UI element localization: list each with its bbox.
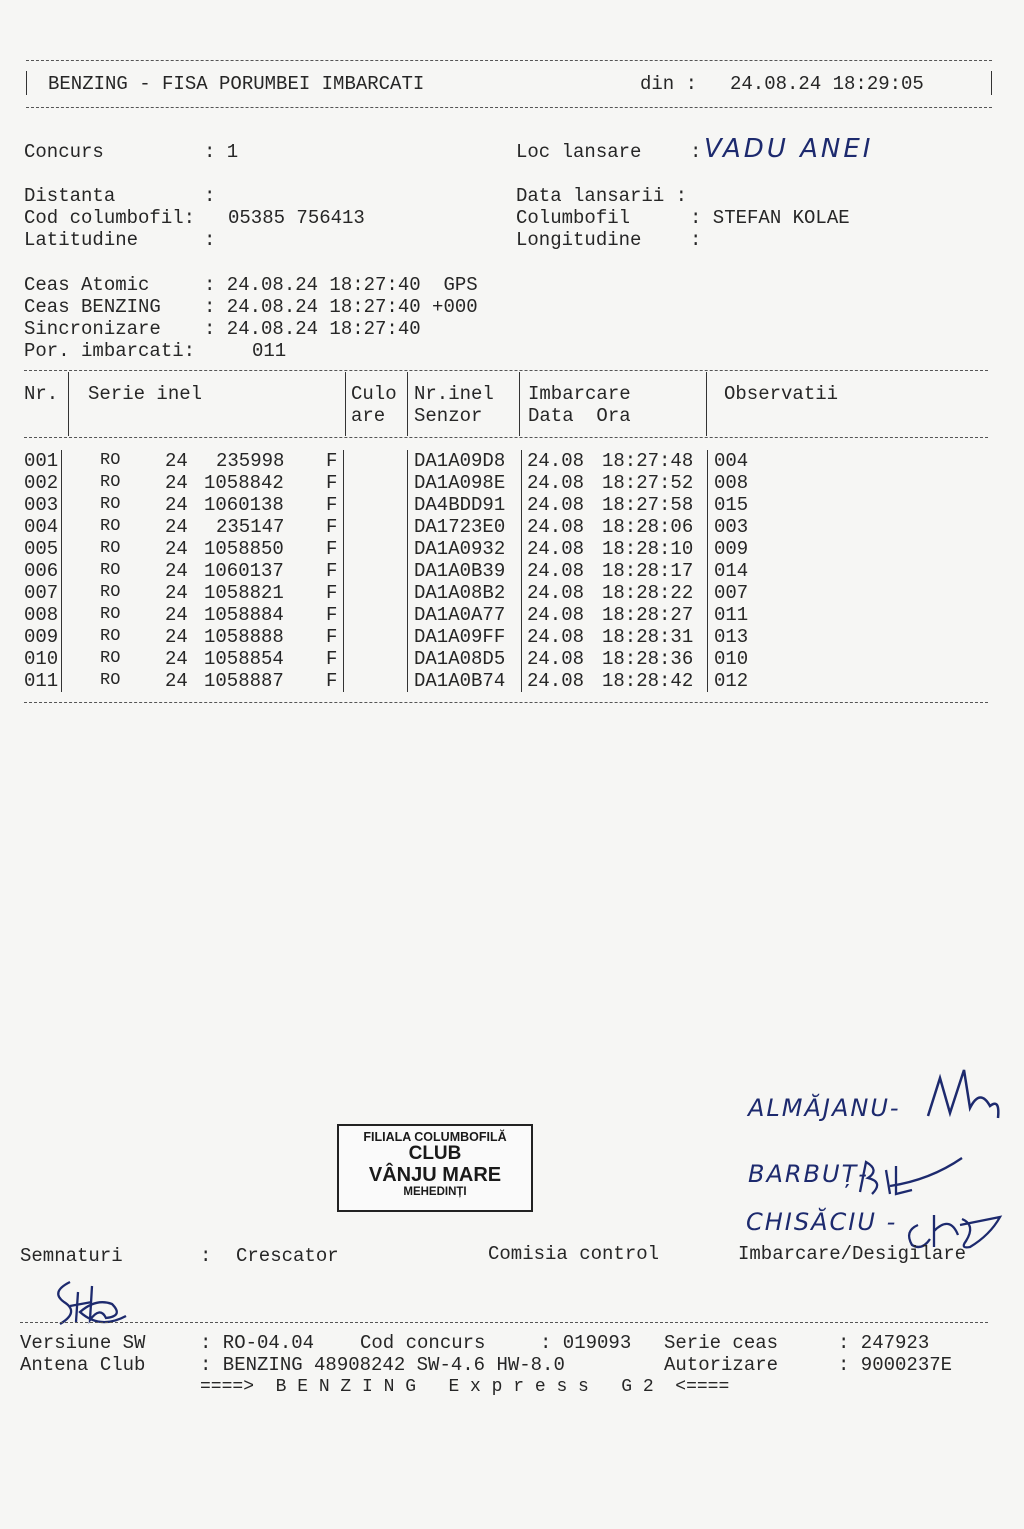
ceas-atomic-value: : 24.08.24 18:27:40 GPS [204,274,478,296]
cod-columbofil-value: 05385 756413 [228,207,365,229]
col-header-imbarcare-1: Imbarcare [528,383,631,405]
latitudine-value: : [204,229,216,251]
print-date: 24.08.24 18:29:05 [730,73,924,95]
stamp-line-3: VÂNJU MARE [368,1164,502,1186]
col-header-nr: Nr. [24,383,59,405]
document-title: BENZING - FISA PORUMBEI IMBARCATI [48,73,425,95]
loc-lansare-colon: : [690,141,702,163]
cod-concurs-label: Cod concurs [360,1332,486,1354]
loc-lansare-label: Loc lansare [516,141,642,163]
stamp-line-1: FILIALA COLUMBOFILĂ [363,1130,507,1144]
ceas-benzing-label: Ceas BENZING [24,296,161,318]
concurs-value: : 1 [204,141,239,163]
concurs-label: Concurs [24,141,104,163]
columbofil-value: : STEFAN KOLAE [690,207,850,229]
longitudine-label: Longitudine [516,229,642,251]
date-label: din : [640,73,698,95]
semnaturi-label: Semnaturi [20,1245,123,1267]
autorizare-label: Autorizare [664,1354,779,1376]
crescator-label: Crescator [236,1245,339,1267]
autorizare-value: : 9000237E [838,1354,953,1376]
versiune-sw-value: : RO-04.04 [200,1332,315,1354]
latitudine-label: Latitudine [24,229,139,251]
signature-scribble-1 [920,1058,1010,1128]
handwritten-name-almajanu: ALMĂJANU- [748,1094,901,1122]
versiune-sw-label: Versiune SW [20,1332,146,1354]
club-stamp [337,1124,533,1212]
sincronizare-value: : 24.08.24 18:27:40 [204,318,421,340]
footer-rule [20,1322,988,1323]
ceas-atomic-label: Ceas Atomic [24,274,150,296]
serie-ceas-label: Serie ceas [664,1332,779,1354]
porumbei-imbarcati-value: 011 [252,340,287,362]
breeder-signature [40,1272,130,1332]
loc-lansare-handwritten: VADU ANEI [704,134,874,164]
ceas-benzing-value: : 24.08.24 18:27:40 +000 [204,296,478,318]
col-header-serie: Serie inel [88,383,203,405]
document-page: BENZING - FISA PORUMBEI IMBARCATI din : 24.08.24 18:29:05 Concurs : 1 Loc lansare : VADU ANEI Distanta : Data lansarii : Cod columbofil: 05385 756413 Columbofil : STEFAN KOLAE Latitudine : Longitudine : Ceas Atomic : 24.08.24 18:27:40 GPS Ceas BENZING : 24.08.24 18:27:40 +000 Sincronizare : 24.08.24 18:27:40 Por. imbarcati: 011 Nr. Serie inel Culo are Nr.inel Senzor Imbarcare Data Ora Observatii 001 RO 24 235998 F DA1A09D8 24.08 18:27:48 004 002 RO 24 1058842 F DA1A098E 24.08 18:27:52 008 003 RO 24 1060138 F DA4BDD91 24.08 18:27:58 015 004 RO 24 235147 F DA1723E0 24.08 18:28:06 003 005 RO 24 1058850 F DA1A0932 24.08 18:28:10 009 006 RO 24 1060137 F DA1A0B39 24.08 18:28:17 014 007 RO 24 1058821 F DA1A08B2 24.08 18:28:22 007 008 RO 24 1058884 F DA1A0A77 24.08 18:28:27 011 009 RO 24 1058888 F DA1A09FF 24.08 18:28:31 013 010 RO 24 1058854 F DA1A08D5 24.08 18:28:36 010 011 RO 24 1058887 F DA1A0B74 24.08 18:28:42 012 ALMĂJANU- BARBUȚ- CHISĂCIU - FILIALA COLUMBOFILĂ CLUB VÂNJU MARE MEHEDINȚI Semnaturi : Crescator Comisia control Imbarcare/Desigilare Versiune SW : RO-04.04 Cod concurs : 019093 Serie ceas : 247923 Antena Club : BENZING 48908242 SW-4.6 HW-8.0 Autorizare : 9000237E ====> B E N Z I N G E x p r e s s G 2 <==== [0,0,1024,1529]
antena-club-label: Antena Club [20,1354,146,1376]
data-lansarii-label: Data lansarii : [516,185,688,207]
stamp-line-4: MEHEDINȚI [403,1186,467,1198]
col-header-nrinel-2: Senzor [414,405,483,427]
table-top-rule [24,370,988,371]
col-header-nrinel-1: Nr.inel [414,383,494,405]
handwritten-name-chisaciu: CHISĂCIU - [746,1208,898,1236]
brand-line: ====> B E N Z I N G E x p r e s s G 2 <==== [200,1377,730,1397]
comisia-control-label: Comisia control [488,1243,660,1265]
handwritten-name-barbut: BARBUȚ- [748,1160,869,1188]
porumbei-imbarcati-label: Por. imbarcati: [24,340,196,362]
col-header-imbarcare-2: Data Ora [528,405,631,427]
distanta-value: : [204,185,216,207]
distanta-label: Distanta [24,185,116,207]
columbofil-label: Columbofil [516,207,631,229]
table-header-rule [24,437,988,438]
cod-concurs-value: : 019093 [540,1332,632,1354]
table-bottom-rule [24,702,988,703]
col-header-culoare-2: are [351,405,386,427]
serie-ceas-value: : 247923 [838,1332,930,1354]
sincronizare-label: Sincronizare [24,318,161,340]
cod-columbofil-label: Cod columbofil: [24,207,196,229]
signature-scribble-2 [850,1150,970,1200]
imbarcare-desigilare-label: Imbarcare/Desigilare [738,1243,967,1265]
longitudine-value: : [690,229,702,251]
stamp-line-2: CLUB [408,1143,462,1164]
col-header-culoare-1: Culo [351,383,397,405]
semnaturi-colon: : [200,1245,212,1267]
antena-club-value: : BENZING 48908242 SW-4.6 HW-8.0 [200,1354,565,1376]
col-header-observatii: Observatii [724,383,839,405]
